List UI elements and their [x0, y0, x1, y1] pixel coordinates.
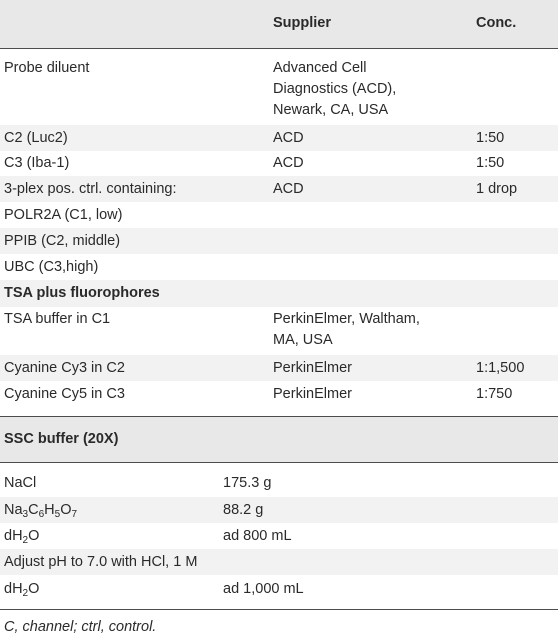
table-row-supplier: ACD — [273, 181, 304, 197]
table-row-item: UBC (C3,high) — [4, 259, 99, 275]
table-row-item: C2 (Luc2) — [4, 130, 68, 146]
table-row-conc: 1:750 — [476, 386, 513, 402]
header-conc: Conc. — [476, 15, 517, 31]
table-row-item: 3-plex pos. ctrl. containing: — [4, 181, 177, 197]
table-row-item: NaCl — [4, 475, 37, 491]
table-row-amount: 88.2 g — [223, 502, 264, 518]
table-row — [0, 497, 558, 523]
table-row-conc: 1:50 — [476, 155, 505, 171]
table-row-supplier: ACD — [273, 155, 304, 171]
table-row-conc: 1 drop — [476, 181, 518, 197]
table-row-supplier: Newark, CA, USA — [273, 102, 389, 118]
table-row-amount: 175.3 g — [223, 475, 272, 491]
table-row-amount: ad 800 mL — [223, 528, 292, 544]
table-row-item: Cyanine Cy3 in C2 — [4, 360, 125, 376]
table-row-item: $Na_3C_6H_5O_7$ — [4, 502, 78, 520]
table-row-item: POLR2A (C1, low) — [4, 207, 123, 223]
table-row-item: C3 (Iba-1) — [4, 155, 70, 171]
table-row-supplier: MA, USA — [273, 332, 333, 348]
table-row-supplier: PerkinElmer — [273, 386, 352, 402]
table-footnote: C, channel; ctrl, control. — [4, 619, 157, 635]
table-row-supplier: Advanced Cell — [273, 60, 367, 76]
table-row-item: TSA buffer in C1 — [4, 311, 111, 327]
section-heading: TSA plus fluorophores — [4, 285, 160, 301]
table-row-conc: 1:1,500 — [476, 360, 525, 376]
table-row-item: Cyanine Cy5 in C3 — [4, 386, 125, 402]
table-row-amount: ad 1,000 mL — [223, 581, 304, 597]
header-divider — [0, 462, 558, 463]
table-row-item: PPIB (C2, middle) — [4, 233, 121, 249]
header-divider — [0, 48, 558, 49]
header-supplier: Supplier — [273, 15, 332, 31]
table-row-item: Probe diluent — [4, 60, 90, 76]
table-row-item: $dH_2O$ — [4, 581, 40, 599]
table-row-supplier: PerkinElmer — [273, 360, 352, 376]
table-row-item: Adjust pH to 7.0 with HCl, 1 M — [4, 554, 198, 570]
table-bottom-rule — [0, 609, 558, 610]
table-row-supplier: ACD — [273, 130, 304, 146]
table-row-supplier: Diagnostics (ACD), — [273, 81, 397, 97]
table-row-supplier: PerkinElmer, Waltham, — [273, 311, 420, 327]
table-row-item: $dH_2O$ — [4, 528, 40, 546]
table-row-conc: 1:50 — [476, 130, 505, 146]
ssc-buffer-title: SSC buffer (20X) — [4, 431, 119, 447]
